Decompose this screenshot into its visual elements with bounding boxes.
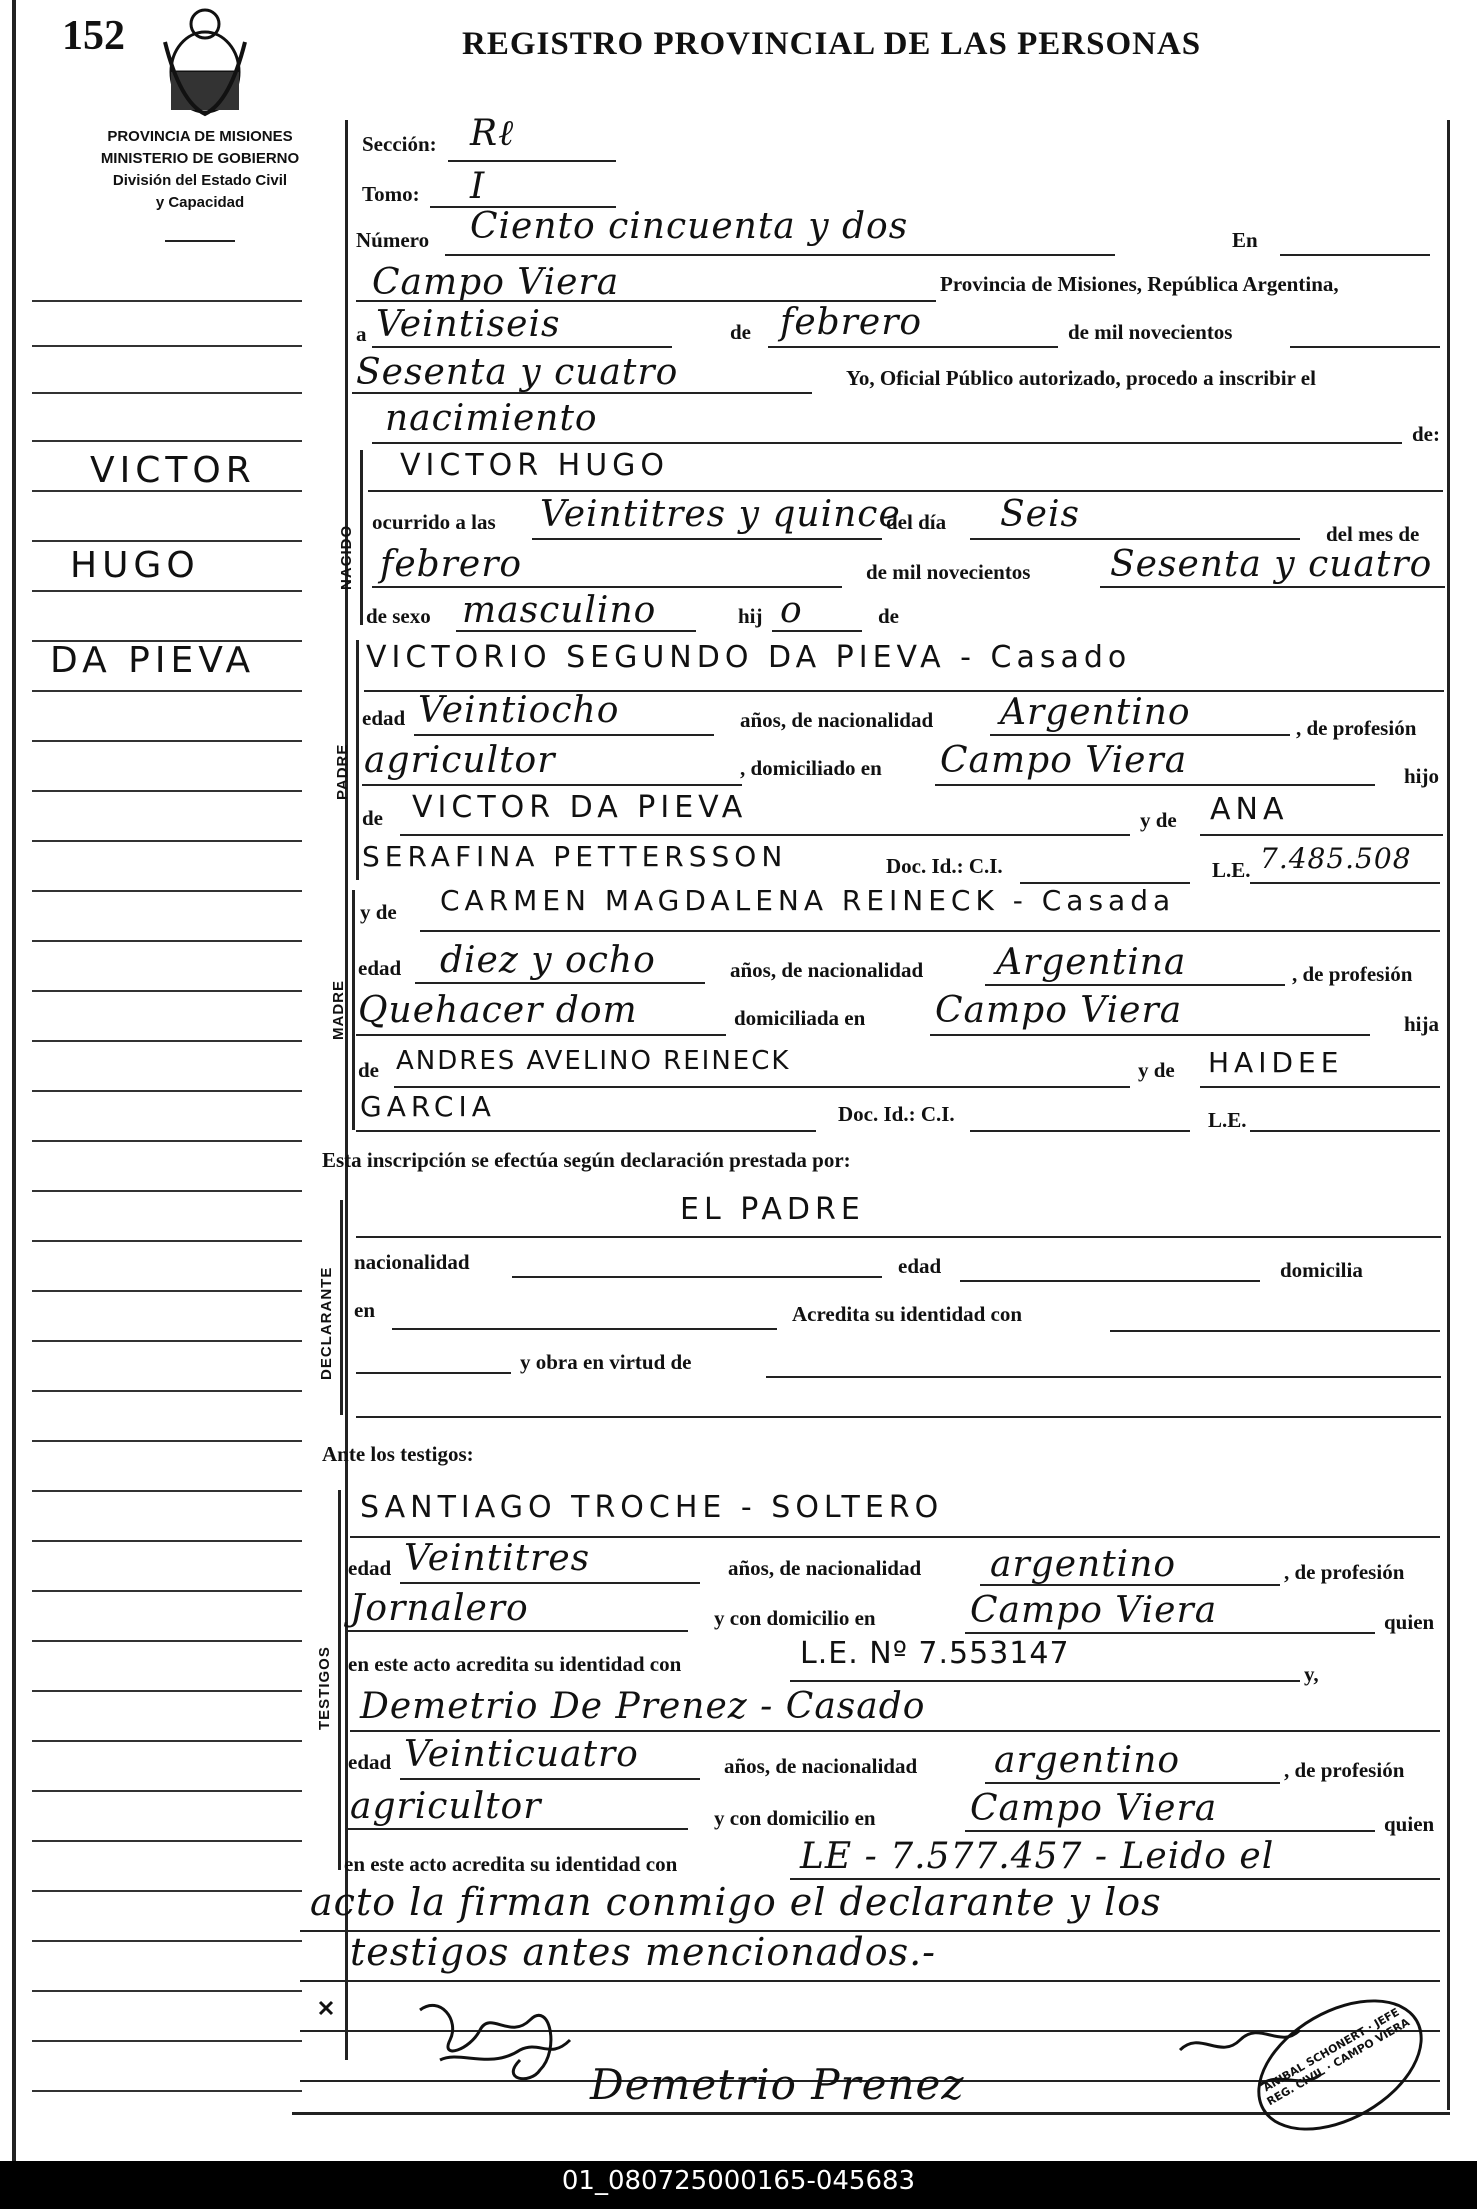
section-label: PADRE [334, 743, 351, 800]
org-line: PROVINCIA DE MISIONES [107, 128, 293, 145]
padre-prof: agricultor [364, 740, 556, 781]
label: Doc. Id.: C.I. [886, 854, 1003, 878]
footer-id: 01_080725000165-045683 [561, 2166, 916, 2196]
madre-nombre: CARMEN MAGDALENA REINECK - Casada [440, 884, 1176, 917]
t2-nombre: Demetrio De Prenez - Casado [360, 1686, 926, 1727]
padre-nombre: VICTORIO SEGUNDO DA PIEVA - Casado [366, 640, 1132, 675]
closing-line: testigos antes mencionados.- [350, 1930, 936, 1974]
label: quien [1384, 1610, 1435, 1634]
padre-dom: Campo Viera [940, 740, 1188, 781]
padre-padre: VICTOR DA PIEVA [412, 790, 748, 825]
t1-edad: Veintitres [404, 1538, 591, 1579]
label: edad [348, 1556, 392, 1580]
label: y de [1138, 1058, 1175, 1082]
padre-madre2: SERAFINA PETTERSSON [362, 840, 788, 873]
label: de mil novecientos [1068, 320, 1233, 344]
label: , de profesión [1284, 1560, 1405, 1584]
label: de: [1412, 422, 1440, 446]
madre-madre: HAIDEE [1208, 1046, 1344, 1079]
page-title: REGISTRO PROVINCIAL DE LAS PERSONAS [462, 26, 1202, 62]
label: quien [1384, 1812, 1435, 1836]
margin-name: DA PIEVA [50, 640, 256, 681]
declarante-value: EL PADRE [680, 1192, 865, 1227]
dia-value: Veintiseis [376, 304, 561, 345]
label: de [878, 604, 899, 628]
label: de [730, 320, 751, 344]
dia-nac-value: Seis [1000, 494, 1080, 535]
label: Número [356, 228, 430, 252]
label: Acredita su identidad con [792, 1302, 1023, 1326]
lugar-value: Campo Viera [372, 262, 620, 303]
hij-suffix: o [780, 590, 803, 631]
org-line: MINISTERIO DE GOBIERNO [100, 150, 300, 167]
stamp-text: ANIBAL SCHONERT · JEFE REG. CIVIL · CAMPO VIERA [1260, 2005, 1412, 2109]
label: de sexo [366, 604, 431, 628]
ano-nac-value: Sesenta y cuatro [1110, 544, 1433, 585]
label: domicilia [1280, 1258, 1363, 1282]
t1-dom: Campo Viera [970, 1590, 1218, 1631]
label: edad [898, 1254, 942, 1278]
label: del día [886, 510, 947, 534]
label: y con domicilio en [714, 1806, 876, 1830]
t1-nac: argentino [990, 1544, 1177, 1585]
label: Yo, Oficial Público autorizado, procedo a inscribir el [846, 366, 1316, 390]
padre-le: 7.485.508 [1260, 842, 1412, 875]
signature: Demetrio Prenez [590, 2060, 965, 2109]
label: del mes de [1326, 522, 1420, 546]
page-number: 152 [62, 13, 125, 59]
label: ocurrido a las [372, 510, 496, 534]
madre-nac: Argentina [996, 942, 1187, 983]
label: hijo [1404, 764, 1440, 788]
label: , domiciliado en [740, 756, 882, 780]
margin-name: HUGO [70, 545, 200, 586]
t2-dom: Campo Viera [970, 1788, 1218, 1829]
madre-edad: diez y ocho [440, 940, 656, 981]
label: L.E. [1208, 1108, 1247, 1132]
label: domiciliada en [734, 1006, 866, 1030]
label: Ante los testigos: [322, 1442, 474, 1466]
coat-of-arms-icon [160, 2, 250, 118]
label: años, de nacionalidad [740, 708, 934, 732]
padre-edad: Veintiocho [418, 690, 620, 731]
section-label: NACIDO [338, 524, 355, 590]
label: hij [738, 604, 763, 628]
numero-value: Ciento cincuenta y dos [470, 206, 909, 247]
margin-name: VICTOR [90, 450, 256, 491]
label: y de [360, 900, 397, 924]
label: a [356, 322, 367, 346]
t2-edad: Veinticuatro [404, 1734, 639, 1775]
section-label: DECLARANTE [318, 1266, 335, 1380]
label: y de [1140, 808, 1177, 832]
mes-value: febrero [780, 302, 923, 343]
label: de [358, 1058, 379, 1082]
label: edad [362, 706, 406, 730]
closing-line: acto la firman conmigo el declarante y los [310, 1880, 1162, 1924]
label: años, de nacionalidad [728, 1556, 922, 1580]
org-line: División del Estado Civil [112, 172, 288, 189]
ano-value: Sesenta y cuatro [356, 352, 679, 393]
hora-value: Veintitres y quince [540, 494, 901, 535]
label: de [362, 806, 383, 830]
label: en [354, 1298, 375, 1322]
label: Tomo: [362, 182, 420, 206]
seccion-value: Rℓ [470, 113, 515, 154]
label: Doc. Id.: C.I. [838, 1102, 955, 1126]
label: Provincia de Misiones, República Argentina, [940, 272, 1339, 296]
padre-madre: ANA [1210, 792, 1289, 827]
label: edad [348, 1750, 392, 1774]
madre-padre: ANDRES AVELINO REINECK [396, 1046, 791, 1076]
label: años, de nacionalidad [730, 958, 924, 982]
label: y obra en virtud de [520, 1350, 692, 1374]
label: , de profesión [1284, 1758, 1405, 1782]
mes-nac-value: febrero [380, 544, 523, 585]
t1-nombre: SANTIAGO TROCHE - SOLTERO [360, 1490, 944, 1525]
section-label: TESTIGOS [316, 1646, 333, 1730]
t2-prof: agricultor [350, 1786, 542, 1827]
org-block [60, 126, 340, 214]
madre-madre2: GARCIA [360, 1090, 496, 1123]
label: edad [358, 956, 402, 980]
tomo-value: I [470, 166, 486, 207]
label: de mil novecientos [866, 560, 1031, 584]
label: Esta inscripción se efectúa según declaración prestada por: [322, 1148, 851, 1172]
madre-prof: Quehacer dom [358, 990, 638, 1031]
sexo-value: masculino [462, 590, 657, 631]
section-label: MADRE [330, 980, 347, 1040]
label: En [1232, 228, 1258, 252]
t1-doc: L.E. Nº 7.553147 [800, 1636, 1070, 1671]
label: hija [1404, 1012, 1440, 1036]
org-line: y Capacidad [155, 194, 245, 211]
padre-nac: Argentino [1000, 692, 1191, 733]
label: , de profesión [1292, 962, 1413, 986]
label: Sección: [362, 132, 437, 156]
label: años, de nacionalidad [724, 1754, 918, 1778]
label: en este acto acredita su identidad con [344, 1852, 678, 1876]
t2-doc: LE - 7.577.457 - Leido el [800, 1836, 1275, 1877]
acto-value: nacimiento [385, 398, 598, 439]
label: en este acto acredita su identidad con [348, 1652, 682, 1676]
label: L.E. [1212, 858, 1251, 882]
t1-prof: Jornalero [350, 1588, 529, 1629]
t2-nac: argentino [994, 1740, 1181, 1781]
label: y con domicilio en [714, 1606, 876, 1630]
label: nacionalidad [354, 1250, 470, 1274]
madre-dom: Campo Viera [935, 990, 1183, 1031]
label: y, [1304, 1662, 1319, 1686]
nombre-value: VICTOR HUGO [400, 448, 670, 483]
label: , de profesión [1296, 716, 1417, 740]
